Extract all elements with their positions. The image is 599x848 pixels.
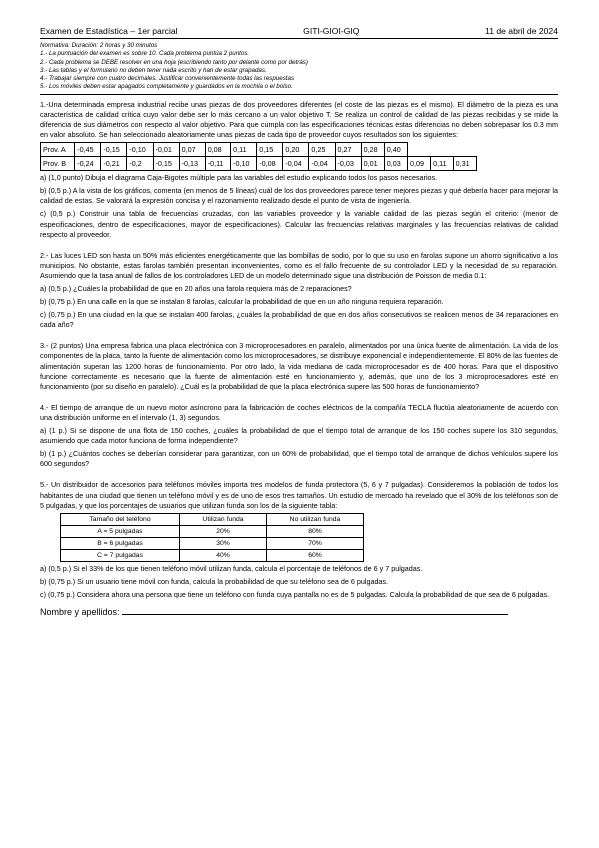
phone-size-table: [60, 513, 364, 562]
table-cell: A = 5 pulgadas: [61, 525, 180, 537]
table-cell: 60%: [267, 549, 364, 561]
problem-2-part-b: b) (0,75 p.) En una calle en la que se instalan 8 farolas, calcular la probabilidad de que en un año ninguna requiera reparación.: [40, 297, 444, 307]
problem-1-intro: 1.-Una determinada empresa industrial recibe unas piezas de dos proveedores diferentes (el coste de las piezas es el mismo). El diámetro de la pieza es una característica de calidad crítica cuyo valor debe ser lo más cercano a un valor objetivo T. Se realiza un control de calidad de las piezas recibidas y se mide la diferencia de sus diámetros con respecto al valor objetivo. Para que cumpla con las especificaciones técnicas estas diferencias no deben sobrepasar los 0.3 mm en valor absoluto. Se han seleccionado aleatoriamente unas piezas de cada tipo de proveedor cuyos resultados son los siguientes:: [40, 99, 558, 140]
table-row: [41, 143, 477, 157]
normativa: [40, 42, 558, 92]
table-cell: 0,27: [335, 143, 361, 157]
table-cell: 0,31: [453, 157, 476, 171]
problem-1-part-a: a) (1,0 punto) Dibuja el diagrama Caja-Bigotes múltiple para las variables del estudio explicando todos los pasos necesarios.: [40, 173, 438, 183]
divider: [40, 94, 558, 95]
problem-4-part-b: b) (1 p.) ¿Cuántos coches se deberían considerar para garantizar, con un 60% de probabilidad, que el tiempo total de arranque de dichos vehículos supere los 600 segundos?: [40, 449, 558, 469]
table-cell: 40%: [180, 549, 267, 561]
exam-date: 11 de abril de 2024: [485, 26, 558, 36]
table-cell: -0,08: [257, 157, 283, 171]
problem-4: [40, 403, 558, 470]
problem-5-part-b: b) (0,75 p.) Si un usuario tiene móvil con funda, calcula la probabilidad de que su teléfono sea de 6 pulgadas.: [40, 576, 389, 586]
table-cell: 0,11: [431, 157, 454, 171]
table-cell: -0,11: [205, 157, 230, 171]
table-cell: -0,2: [127, 157, 153, 171]
row-label: Prov. A: [41, 143, 75, 157]
table-header-row: [61, 513, 364, 525]
supplier-data-table: [40, 142, 477, 171]
exam-title: Examen de Estadística – 1er parcial: [40, 26, 178, 36]
table-cell: 0,15: [257, 143, 283, 157]
table-cell: 0,01: [361, 157, 384, 171]
table-row: [41, 157, 477, 171]
problem-4-part-a: a) (1 p.) Si se dispone de una flota de 150 coches, ¿cuáles la probabilidad de que el tiempo total de arranque de los 150 coches supere los 310 segundos, asumiendo que cada motor funciona de forma independiente?: [40, 426, 558, 446]
table-cell: 80%: [267, 525, 364, 537]
problem-4-intro: 4.- El tiempo de arranque de un nuevo motor asíncrono para la fabricación de coches eléctricos de la compañía TECLA fluctúa aleatoriamente de acuerdo con una distribución uniforme en el intervalo (1, 3) segundos.: [40, 402, 558, 422]
problem-3-text: 3.- (2 puntos) Una empresa fabrica una placa electrónica con 3 microprocesadores en paralelo, alimentados por una única fuente de alimentación. La vida de los componentes de la placa, tanto la fuente de alimentación como los microprocesadores, se distribuye exponencial e independientemente. El 80% de las fuentes de alimentación superan las 1200 horas de funcionamiento. Por otro lado, la vida mediana de cada microprocesador es de 400 horas. Para que el dispositivo funcione correctamente es necesario que la fuente de alimentación esté en funcionamiento y, además, que uno de los 3 microprocesadores esté en funcionamiento (por su diseño en paralelo). ¿Cuál es la probabilidad de que la placa electrónica supere las 500 horas de funcionamiento?: [40, 341, 558, 391]
name-write-line[interactable]: [122, 606, 508, 615]
table-cell: B = 6 pulgadas: [61, 537, 180, 549]
problem-1-part-c: c) (0,5 p.) Construir una tabla de frecuencias cruzadas, con las variables proveedor y la variable calidad de las piezas según el criterio: (menor de especificaciones, dentro de especificaciones, mayor de especificaciones). Calcular las frecuencias relativas marginales y las frecuencias relativas de calidad respecto al proveedor.: [40, 209, 558, 239]
table-cell: 0,25: [309, 143, 335, 157]
table-cell: -0,21: [101, 157, 127, 171]
normativa-line: 5.- Los móviles deben estar apagados completamente y guardados en la mochila o el bolso.: [40, 83, 293, 91]
problem-5-intro: 5.- Un distribuidor de accesorios para teléfonos móviles importa tres modelos de funda protectora (5, 6 y 7 pulgadas). Consideremos la población de todos los habitantes de una ciudad que tienen un teléfono móvil y es de uno de esos tres tamaños. Un estudio de mercado ha revelado que el 30% de los teléfonos son de 5 pulgadas, y que los porcentajes de usuarios que utilizan funda son los de la siguiente tabla:: [40, 480, 558, 510]
problem-5: [40, 480, 558, 600]
table-cell: 0,11: [231, 143, 257, 157]
exam-page: [40, 26, 558, 617]
table-cell: -0,03: [335, 157, 361, 171]
table-cell: 70%: [267, 537, 364, 549]
problem-5-part-a: a) (0,5 p.) Si el 33% de los que tienen teléfono móvil utilizan funda, calcula el porcentaje de teléfonos de 6 y 7 pulgadas.: [40, 563, 423, 573]
table-cell: -0,01: [153, 143, 179, 157]
normativa-line: Normativa: Duración: 2 horas y 30 minutos: [40, 42, 158, 49]
problem-2-part-a: a) (0,5 p.) ¿Cuáles la probabilidad de que en 20 años una farola requiera más de 2 reparaciones?: [40, 284, 352, 293]
problem-1: [40, 100, 558, 240]
normativa-line: 4.- Trabajar siempre con cuatro decimales. Justificar convenientemente todas las respuestas: [40, 75, 295, 83]
table-row: [61, 525, 364, 537]
table-cell: 0,20: [283, 143, 309, 157]
table-cell: 0,08: [205, 143, 230, 157]
name-field: [40, 606, 558, 617]
table-cell: 0,28: [361, 143, 384, 157]
table-cell: 0,07: [179, 143, 205, 157]
column-header: Tamaño del teléfono: [61, 513, 180, 525]
column-header: No utilizan funda: [267, 513, 364, 525]
table-cell: 20%: [180, 525, 267, 537]
table-cell: 0,40: [384, 143, 407, 157]
table-row: [61, 537, 364, 549]
table-cell: -0,10: [127, 143, 153, 157]
exam-header: [40, 26, 558, 39]
problem-2-intro: 2.- Las luces LED son hasta un 50% más eficientes energéticamente que las bombillas de sodio, por lo que su uso en farolas supone un ahorro significativo a los municipios. No obstante, estas farolas también presentan inconvenientes, como es el fallo frecuente de su controlador LED y la necesidad de su reparación. Asumiendo que la tasa anual de fallos de los controladores LED de un modelo determinado sigue una distribución de Poisson de media 0.1:: [40, 250, 558, 280]
problem-2-part-c: c) (0,75 p.) En una ciudad en la que se instalan 400 farolas, ¿cuáles la probabilidad de que en dos años consecutivos se realicen menos de 34 reparaciones en cada año?: [40, 310, 558, 330]
table-cell: -0,15: [101, 143, 127, 157]
table-cell: -0,15: [153, 157, 179, 171]
table-cell: -0,45: [75, 143, 101, 157]
problem-5-part-c: c) (0,75 p.) Considera ahora una persona que tiene un teléfono con funda cuya pantalla no es de 5 pulgadas. Calcula la probabilidad de que sea de 6 pulgadas.: [40, 589, 550, 599]
table-cell: -0,24: [75, 157, 101, 171]
problem-2: [40, 251, 558, 331]
normativa-line: 1.- La puntuación del examen es sobre 10. Cada problema puntúa 2 puntos.: [40, 50, 250, 58]
normativa-line: 2.- Cada problema se DEBE resolver en una hoja (escribiendo tanto por delante como por detrás): [40, 58, 308, 66]
table-cell: -0,10: [231, 157, 257, 171]
table-row: [61, 549, 364, 561]
normativa-line: 3.- Las tablas y el formulario no deben tener nada escrito y han de estar grapadas.: [40, 66, 267, 74]
table-cell: 0,03: [384, 157, 407, 171]
table-cell: -0,13: [179, 157, 205, 171]
column-header: Utilizan funda: [180, 513, 267, 525]
table-cell: -0,04: [283, 157, 309, 171]
table-cell: 30%: [180, 537, 267, 549]
table-cell: 0,09: [407, 157, 430, 171]
degree-codes: GITI-GIOI-GIQ: [303, 26, 360, 36]
table-cell: C = 7 pulgadas: [61, 549, 180, 561]
name-label: Nombre y apellidos:: [40, 606, 120, 617]
problem-1-part-b: b) (0,5 p.) A la vista de los gráficos, comenta (en menos de 5 líneas) cuál de los dos proveedores parece tener mejores piezas y qué debería hacer para mejorar la calidad de estas. Se valorará la expresión concisa y el razonamiento realizado desde el punto de vista de ingeniería.: [40, 186, 558, 206]
table-cell: -0,04: [309, 157, 335, 171]
problem-3: [40, 341, 558, 391]
row-label: Prov. B: [41, 157, 75, 171]
